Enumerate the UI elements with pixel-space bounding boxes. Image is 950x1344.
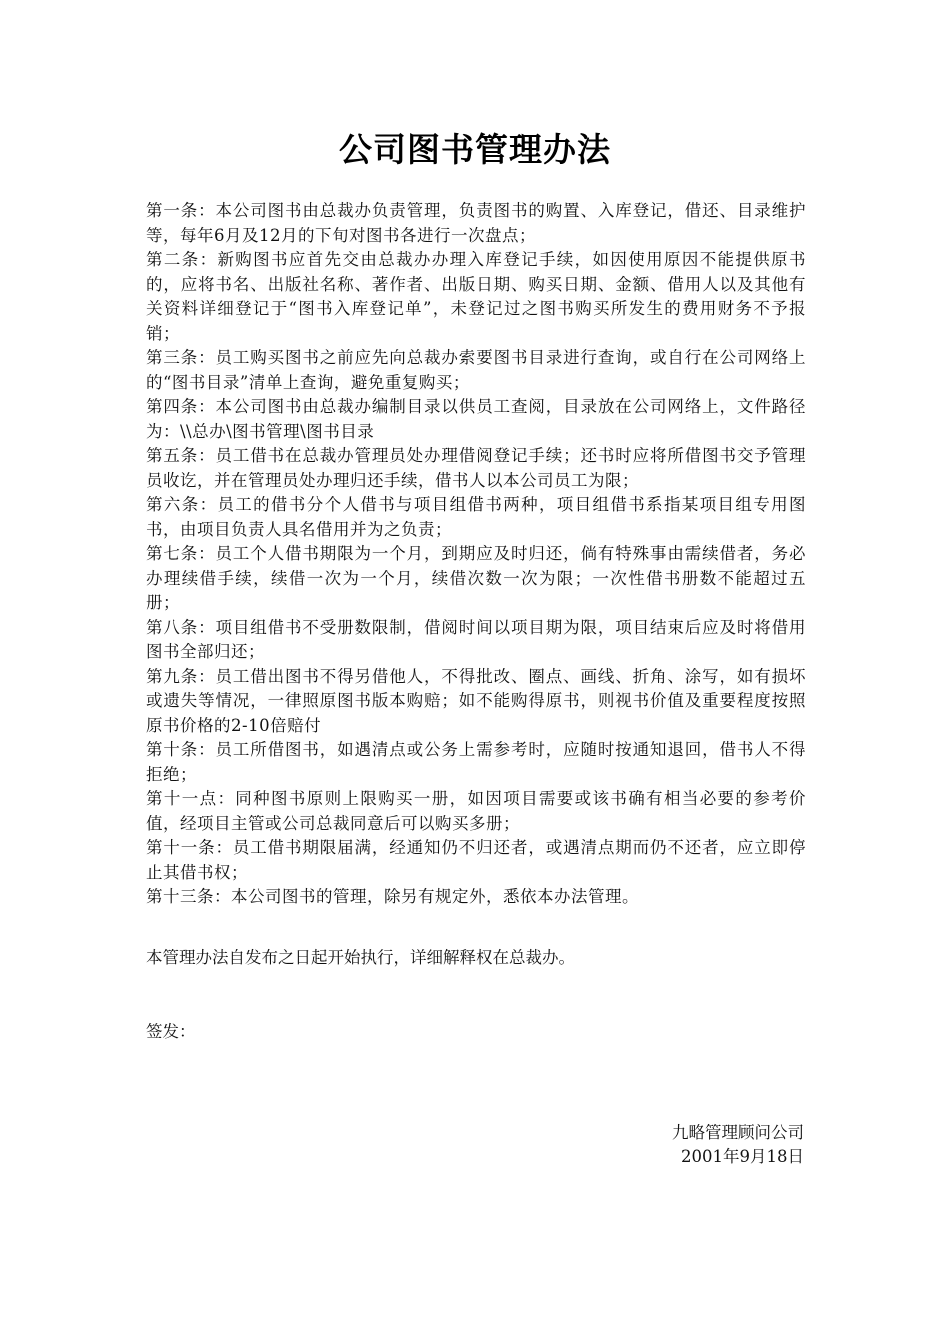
article-1: 第一条：本公司图书由总裁办负责管理，负责图书的购置、入库登记，借还、目录维护等，每年6月及12月的下旬对图书各进行一次盘点； (146, 201, 806, 245)
article-9: 第九条：员工借出图书不得另借他人，不得批改、圈点、画线、折角、涂写，如有损坏或遗失等情况，一律照原图书版本购赔；如不能购得原书，则视书价值及重要程度按照原书价格的2-10倍赔付 (146, 666, 806, 735)
article-4: 第四条：本公司图书由总裁办编制目录以供员工查阅，目录放在公司网络上，文件路径为：\\总办\图书管理\图书目录 (146, 397, 806, 441)
article-3: 第三条：员工购买图书之前应先向总裁办索要图书目录进行查询，或自行在公司网络上的“图书目录”清单上查询，避免重复购买； (146, 348, 806, 392)
document-title: 公司图书管理办法 (339, 130, 611, 169)
company-name: 九略管理顾问公司 (672, 1123, 804, 1142)
article-11: 第十一条：员工借书期限届满，经通知仍不归还者，或遇清点期而仍不还者，应立即停止其借书权； (146, 838, 806, 882)
article-list (146, 199, 806, 910)
article-2: 第二条：新购图书应首先交由总裁办办理入库登记手续，如因使用原因不能提供原书的，应将书名、出版社名称、著作者、出版日期、购买日期、金额、借用人以及其他有关资料详细登记于“图书入库登记单”，未登记过之图书购买所发生的费用财务不予报销； (146, 250, 806, 343)
sign-label: 签发： (146, 1022, 196, 1041)
article-8: 第八条：项目组借书不受册数限制，借阅时间以项目期为限，项目结束后应及时将借用图书全部归还； (146, 617, 806, 661)
article-6: 第六条：员工的借书分个人借书与项目组借书两种，项目组借书系指某项目组专用图书，由项目负责人具名借用并为之负责； (146, 495, 806, 539)
article-5: 第五条：员工借书在总裁办管理员处办理借阅登记手续；还书时应将所借图书交予管理员收讫，并在管理员处办理归还手续，借书人以本公司员工为限； (146, 446, 806, 490)
closing-statement: 本管理办法自发布之日起开始执行，详细解释权在总裁办。 (146, 948, 575, 967)
article-10: 第十条：员工所借图书，如遇清点或公务上需参考时，应随时按通知退回，借书人不得拒绝； (146, 740, 806, 784)
article-13: 第十三条：本公司图书的管理，除另有规定外，悉依本办法管理。 (146, 887, 639, 906)
article-7: 第七条：员工个人借书期限为一个月，到期应及时归还，倘有特殊事由需续借者，务必办理续借手续，续借一次为一个月，续借次数一次为限；一次性借书册数不能超过五册； (146, 544, 806, 612)
article-11-point: 第十一点：同种图书原则上限购买一册，如因项目需要或该书确有相当必要的参考价值，经项目主管或公司总裁同意后可以购买多册； (146, 789, 806, 833)
issue-date: 2001年9月18日 (681, 1147, 804, 1166)
